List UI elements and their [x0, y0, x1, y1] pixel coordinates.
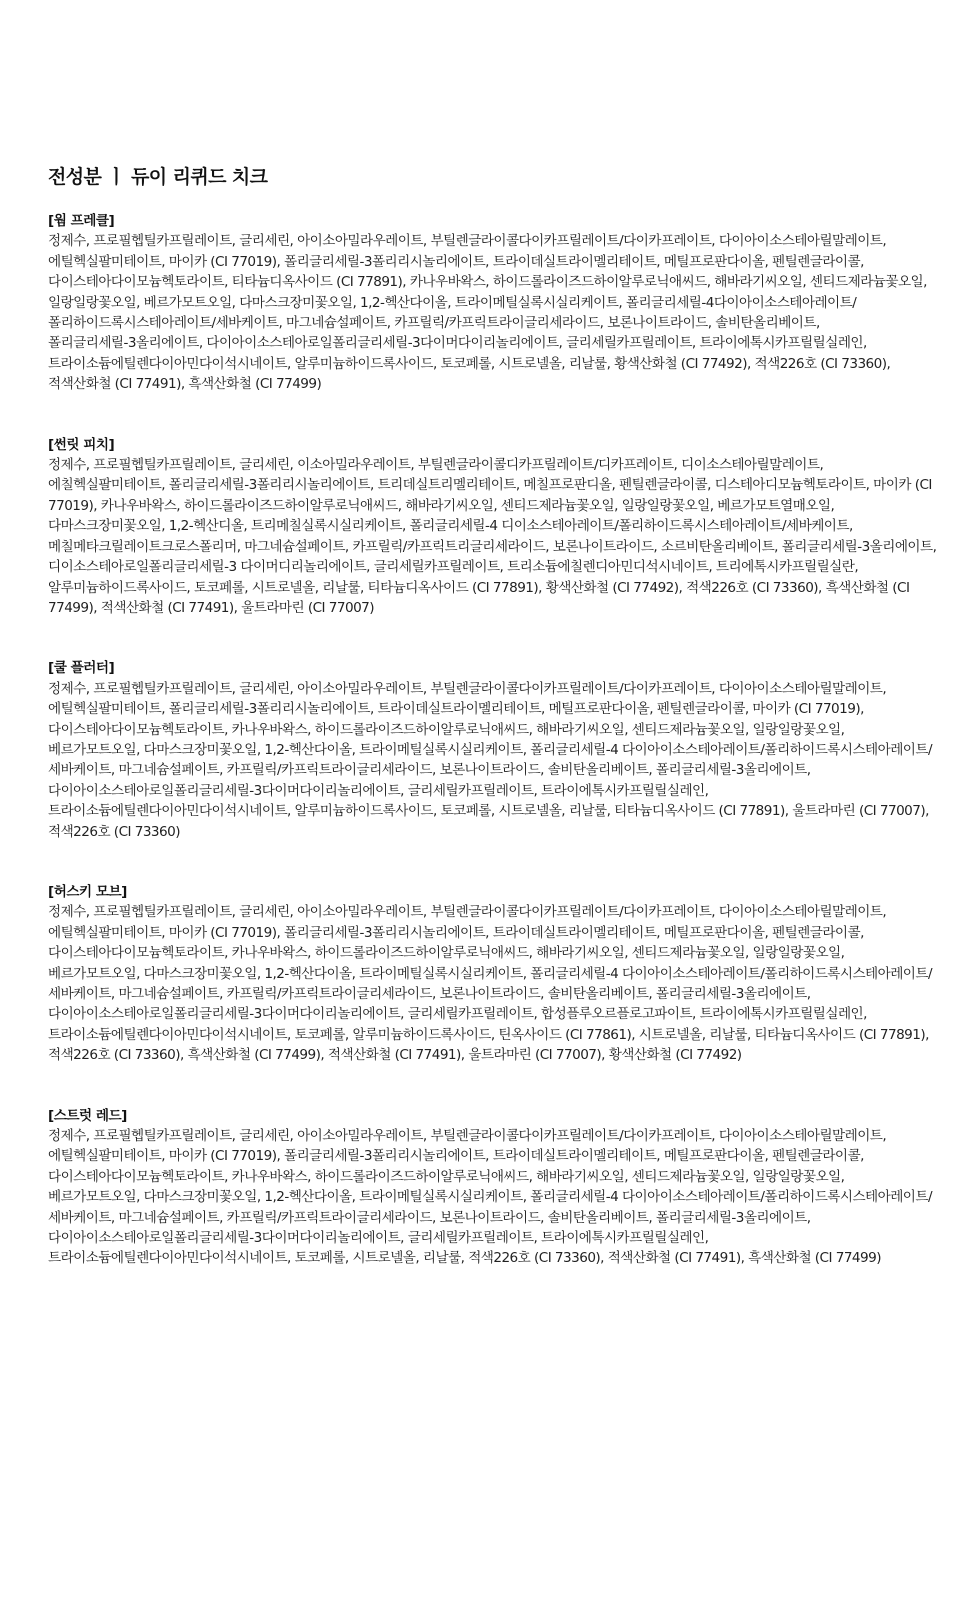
shade-section-cool-flutter [48, 658, 938, 842]
shade-name: [스트럿 레드] [48, 1107, 127, 1124]
shade-name: [웜 프레클] [48, 213, 115, 229]
ingredients-page [48, 162, 938, 1309]
ingredient-list: 정제수, 프로필헵틸카프릴레이트, 글리세린, 아이소아밀라우레이트, 부틸렌글라이콜다이카프릴레이트/다이카프레이트, 다이아이소스테아릴말레이트, 에틸헥실팔미테이트, 마이카 (CI 77019), 폴리글리세릴-3폴리리시놀리에이트, 트라이데실트라이멜리테이트, 메틸프로판다이올, 펜틸렌글라이콜, 다이스테아다이모늄헥토라이트, 카나우바왁스, 하이드롤라이즈드하이알루로닉애씨드, 해바라기씨오일, 센티드제라늄꽃오일, 일랑일랑꽃오일, 베르가모트오일, 다마스크장미꽃오일, 1,2-헥산다이올, 트라이메틸실록시실리케이트, 폴리글리세릴-4 다이아이소스테아레이트/폴리하이드록시스테아레이트/세바케이트, 마그네슘설페이트, 카프릴릭/카프릭트라이글리세라이드, 보론나이트라이드, 솔비탄올리베이트, 폴리글리세릴-3올리에이트, 다이아이소스테아로일폴리글리세릴-3다이머다이리놀리에이트, 글리세릴카프릴레이트, 트라이에톡시카프릴릴실레인, 트라이소듐에틸렌다이아민다이석시네이트, 토코페롤, 시트로넬올, 리날룰, 적색226호 (CI 73360), 적색산화철 (CI 77491), 흑색산화철 (CI 77499) [48, 1128, 932, 1267]
shade-section-warm-freckle [48, 211, 938, 395]
ingredient-list: 정제수, 프로필헵틸카프릴레이트, 글리세린, 아이소아밀라우레이트, 부틸렌글라이콜다이카프릴레이트/다이카프레이트, 다이아이소스테아릴말레이트, 에틸헥실팔미테이트, 폴리글리세릴-3폴리리시놀리에이트, 트라이데실트라이멜리테이트, 메틸프로판다이올, 펜틸렌글라이콜, 마이카 (CI 77019), 다이스테아다이모늄헥토라이트, 카나우바왁스, 하이드롤라이즈드하이알루로닉애씨드, 해바라기씨오일, 센티드제라늄꽃오일, 일랑일랑꽃오일, 베르가모트오일, 다마스크장미꽃오일, 1,2-헥산다이올, 트라이메틸실록시실리케이트, 폴리글리세릴-4 다이아이소스테아레이트/폴리하이드록시스테아레이트/세바케이트, 마그네슘설페이트, 카프릴릭/카프릭트라이글리세라이드, 보론나이트라이드, 솔비탄올리베이트, 폴리글리세릴-3올리에이트, 다이아이소스테아로일폴리글리세릴-3다이머다이리놀리에이트, 글리세릴카프릴레이트, 트라이에톡시카프릴릴실레인, 트라이소듐에틸렌다이아민다이석시네이트, 알루미늄하이드록사이드, 토코페롤, 시트로넬올, 리날룰, 티타늄디옥사이드 (CI 77891), 울트라마린 (CI 77007), 적색226호 (CI 73360) [48, 680, 932, 840]
shade-name: [쿨 플러터] [48, 660, 115, 677]
shade-section-husky-mauve [48, 882, 938, 1066]
page-title: 전성분 ㅣ 듀이 리퀴드 치크 [48, 166, 268, 188]
shade-name: [허스키 모브] [48, 883, 127, 900]
shade-section-sunlit-peach [48, 435, 938, 619]
shade-section-strut-red [48, 1106, 938, 1269]
ingredient-list: 정제수, 프로필헵틸카프릴레이트, 글리세린, 아이소아밀라우레이트, 부틸렌글라이콜다이카프릴레이트/다이카프레이트, 다이아이소스테아릴말레이트, 에틸헥실팔미테이트, 마이카 (CI 77019), 폴리글리세릴-3폴리리시놀리에이트, 트라이데실트라이멜리테이트, 메틸프로판다이올, 펜틸렌글라이콜, 다이스테아다이모늄헥토라이트, 티타늄디옥사이드 (CI 77891), 카나우바왁스, 하이드롤라이즈드하이알루로닉애씨드, 해바라기씨오일, 센티드제라늄꽃오일, 일랑일랑꽃오일, 베르가모트오일, 다마스크장미꽃오일, 1,2-헥산다이올, 트라이메틸실록시실리케이트, 폴리글리세릴-4다이아이소스테아레이트/폴리하이드록시스테아레이트/세바케이트, 마그네슘설페이트, 카프릴릭/카프릭트라이글리세라이드, 보론나이트라이드, 솔비탄올리베이트, 폴리글리세릴-3올리에이트, 다이아이소스테아로일폴리글리세릴-3다이머다이리놀리에이트, 글리세릴카프릴레이트, 트라이에톡시카프릴릴실레인, 트라이소듐에틸렌다이아민다이석시네이트, 알루미늄하이드록사이드, 토코페롤, 시트로넬올, 리날룰, 황색산화철 (CI 77492), 적색226호 (CI 73360), 적색산화철 (CI 77491), 흑색산화철 (CI 77499) [48, 233, 927, 393]
shade-name: [썬릿 피치] [48, 436, 115, 453]
ingredient-list: 정제수, 프로필헵틸카프릴레이트, 글리세린, 아이소아밀라우레이트, 부틸렌글라이콜다이카프릴레이트/다이카프레이트, 다이아이소스테아릴말레이트, 에틸헥실팔미테이트, 마이카 (CI 77019), 폴리글리세릴-3폴리리시놀리에이트, 트라이데실트라이멜리테이트, 메틸프로판다이올, 펜틸렌글라이콜, 다이스테아다이모늄헥토라이트, 카나우바왁스, 하이드롤라이즈드하이알루로닉애씨드, 해바라기씨오일, 센티드제라늄꽃오일, 일랑일랑꽃오일, 베르가모트오일, 다마스크장미꽃오일, 1,2-헥산다이올, 트라이메틸실록시실리케이트, 폴리글리세릴-4 다이아이소스테아레이트/폴리하이드록시스테아레이트/세바케이트, 마그네슘설페이트, 카프릴릭/카프릭트라이글리세라이드, 보론나이트라이드, 솔비탄올리베이트, 폴리글리세릴-3올리에이트, 다이아이소스테아로일폴리글리세릴-3다이머다이리놀리에이트, 글리세릴카프릴레이트, 합성플루오르플로고파이트, 트라이에톡시카프릴릴실레인, 트라이소듐에틸렌다이아민다이석시네이트, 토코페롤, 알루미늄하이드록사이드, 틴옥사이드 (CI 77861), 시트로넬올, 리날룰, 티타늄디옥사이드 (CI 77891), 적색226호 (CI 73360), 흑색산화철 (CI 77499), 적색산화철 (CI 77491), 울트라마린 (CI 77007), 황색산화철 (CI 77492) [48, 904, 932, 1064]
ingredient-list: 정제수, 프로필헵틸카프릴레이트, 글리세린, 이소아밀라우레이트, 부틸렌글라이콜디카프릴레이트/디카프레이트, 디이소스테아릴말레이트, 에칠헥실팔미테이트, 폴리글리세릴-3폴리리시놀리에이트, 트리데실트리멜리테이트, 메칠프로판디올, 펜틸렌글라이콜, 디스테아디모늄헥토라이트, 마이카 (CI 77019), 카나우바왁스, 하이드롤라이즈드하이알루로닉애씨드, 해바라기씨오일, 센티드제라늄꽃오일, 일랑일랑꽃오일, 베르가모트열매오일, 다마스크장미꽃오일, 1,2-헥산디올, 트리메칠실록시실리케이트, 폴리글리세릴-4 디이소스테아레이트/폴리하이드록시스테아레이트/세바케이트, 메칠메타크릴레이트크로스폴리머, 마그네슘설페이트, 카프릴릭/카프릭트리글리세라이드, 보론나이트라이드, 소르비탄올리베이트, 폴리글리세릴-3올리에이트, 디이소스테아로일폴리글리세릴-3 다이머디리놀리에이트, 글리세릴카프릴레이트, 트리소듐에칠렌디아민디석시네이트, 트리에톡시카프릴릴실란, 알루미늄하이드록사이드, 토코페롤, 시트로넬올, 리날룰, 티타늄디옥사이드 (CI 77891), 황색산화철 (CI 77492), 적색226호 (CI 73360), 흑색산화철 (CI 77499), 적색산화철 (CI 77491), 울트라마린 (CI 77007) [48, 457, 937, 616]
